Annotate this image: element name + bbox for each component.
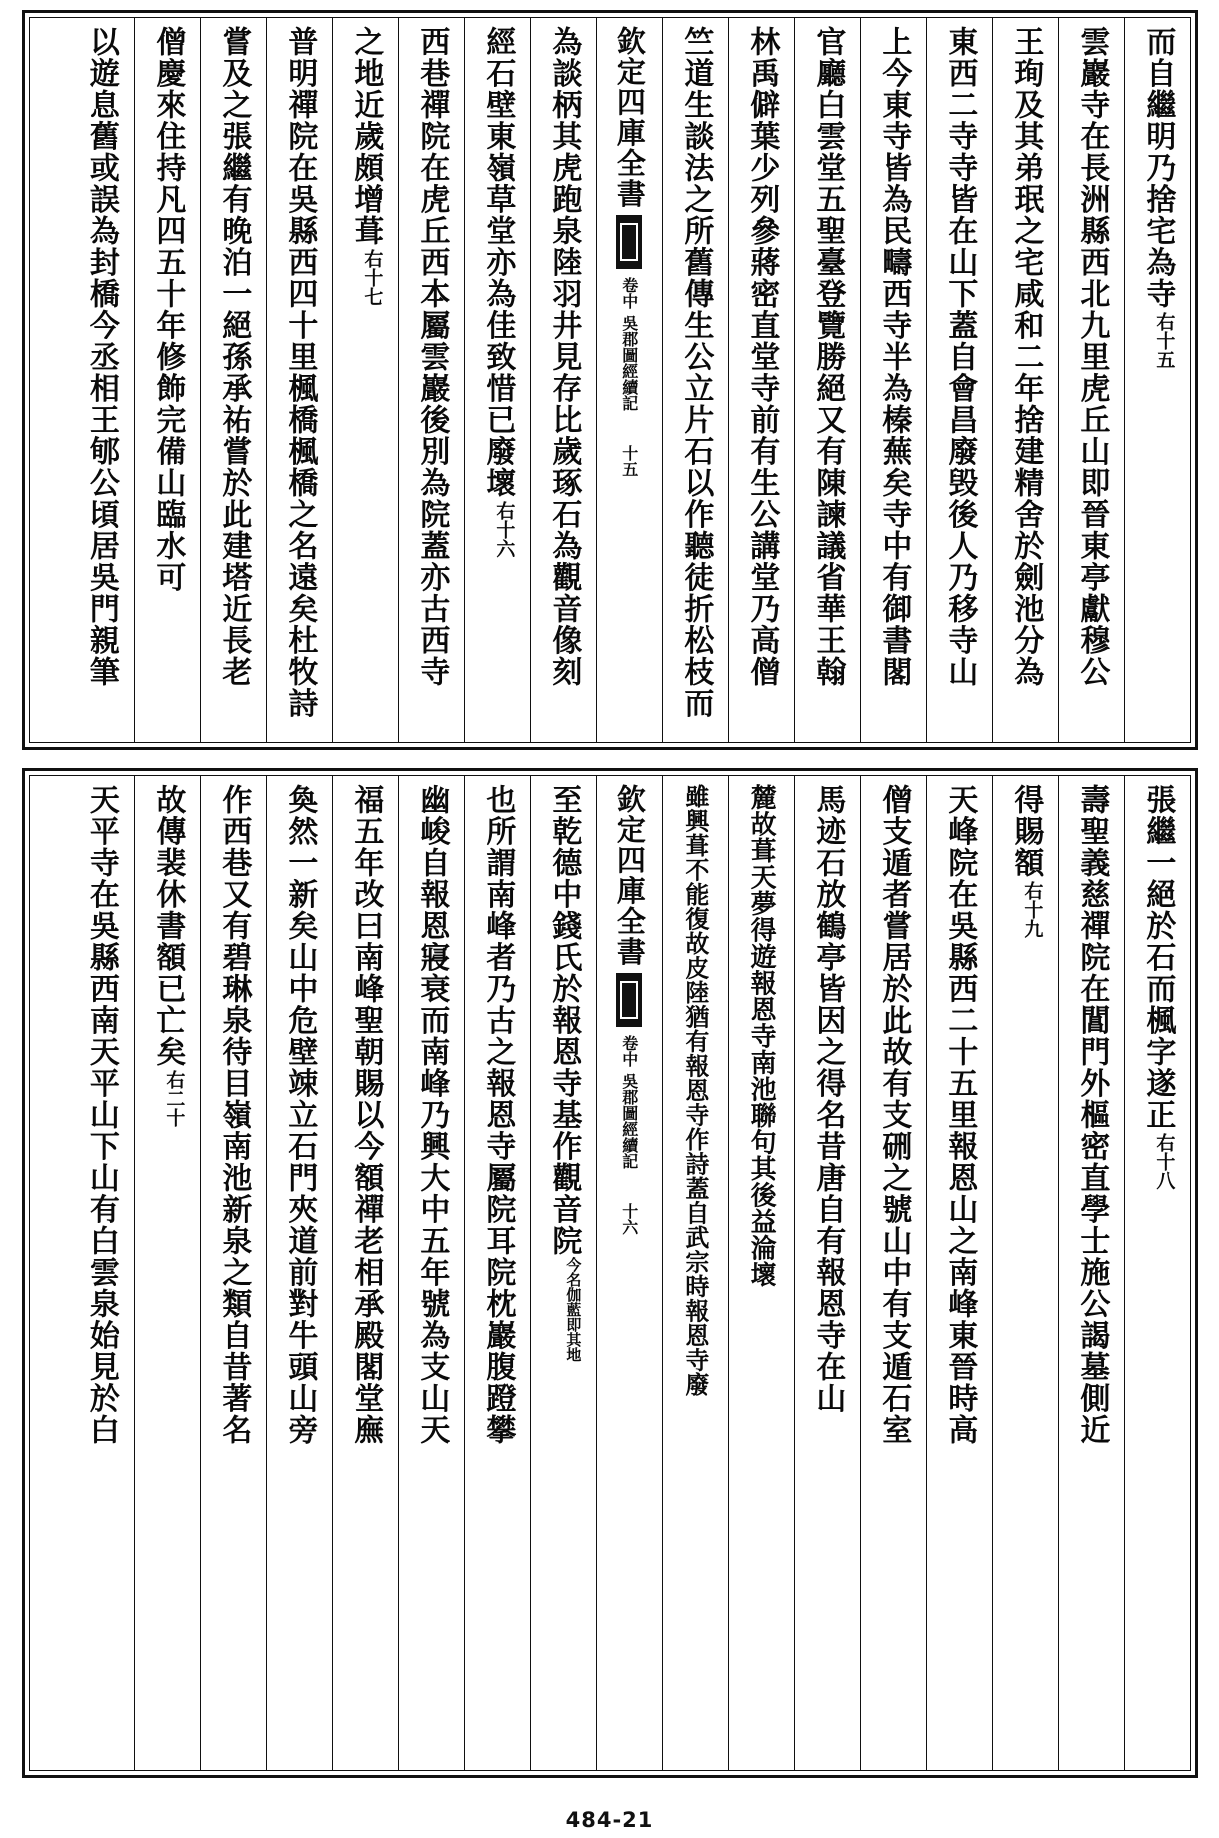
bottom-col-4-text: 天峰院在吳縣西二十五里報恩山之南峰東晉時高 bbox=[942, 784, 978, 1446]
top-series-title: 欽定四庫全書 bbox=[612, 26, 647, 209]
top-col-series-title bbox=[596, 18, 662, 742]
seal-mark-icon bbox=[616, 973, 642, 1027]
bottom-col-9 bbox=[530, 776, 596, 1770]
bottom-col-2-text: 壽聖義慈禪院在閶門外樞密直學士施公謁墓側近 bbox=[1074, 784, 1110, 1446]
page-number: 484-21 bbox=[565, 1808, 654, 1832]
top-col-13-text: 普明禪院在吳縣西四十里楓橋楓橋之名遠矣杜牧詩 bbox=[282, 26, 318, 719]
top-col-5 bbox=[860, 18, 926, 742]
bottom-leaf-number: 十六 bbox=[619, 1203, 639, 1235]
bottom-series-title: 欽定四庫全書 bbox=[612, 784, 647, 967]
bottom-work-title: 吳郡圖經續記 bbox=[619, 1073, 639, 1169]
bottom-col-10 bbox=[464, 776, 530, 1770]
text-block-top bbox=[22, 10, 1198, 750]
top-col-10-text: 經石壁東嶺草堂亦為佳致惜已廢壞 bbox=[480, 26, 516, 499]
bottom-col-4 bbox=[926, 776, 992, 1770]
bottom-col-16 bbox=[68, 776, 134, 1770]
top-col-8 bbox=[662, 18, 728, 742]
top-col-11-text: 西巷禪院在虎丘西本屬雲巖後別為院蓋亦古西寺 bbox=[414, 26, 450, 688]
top-col-13 bbox=[266, 18, 332, 742]
top-col-3-text: 王珣及其弟珉之宅咸和二年捨建精舍於劍池分為 bbox=[1008, 26, 1044, 688]
bottom-volume-label: 卷中 bbox=[619, 1035, 639, 1067]
top-col-9 bbox=[530, 18, 596, 742]
text-block-bottom bbox=[22, 768, 1198, 1778]
bottom-col-14-text: 作西巷又有碧琳泉待目嶺南池新泉之類自昔著名 bbox=[216, 784, 252, 1446]
top-col-12-text: 之地近歲頗增葺 bbox=[348, 26, 384, 247]
top-col-1 bbox=[1124, 18, 1190, 742]
bottom-col-15 bbox=[134, 776, 200, 1770]
top-col-10-annot: 右十六 bbox=[493, 500, 516, 558]
bottom-col-3-text: 得賜額 bbox=[1008, 784, 1044, 879]
bottom-col-5-text: 僧支遁者嘗居於此故有支硎之號山中有支遁石室 bbox=[876, 784, 912, 1446]
top-col-15-text: 僧慶來住持凡四五十年修飾完備山臨水可 bbox=[150, 26, 186, 593]
top-col-6-text: 官廳白雲堂五聖臺登覽勝絕又有陳諫議省華王翰 bbox=[810, 26, 846, 688]
bottom-col-7 bbox=[728, 776, 794, 1770]
top-col-3 bbox=[992, 18, 1058, 742]
top-col-12 bbox=[332, 18, 398, 742]
top-col-11 bbox=[398, 18, 464, 742]
top-col-7-text: 林禹僻葉少列參蔣密直堂寺前有生公講堂乃高僧 bbox=[744, 26, 780, 688]
bottom-col-3-annot: 右十九 bbox=[1021, 880, 1044, 938]
bottom-col-11 bbox=[398, 776, 464, 1770]
top-col-14 bbox=[200, 18, 266, 742]
top-col-16 bbox=[68, 18, 134, 742]
bottom-col-13 bbox=[266, 776, 332, 1770]
bottom-col-1-annot: 右十八 bbox=[1153, 1132, 1176, 1190]
seal-mark-icon bbox=[616, 215, 642, 269]
bottom-col-2 bbox=[1058, 776, 1124, 1770]
bottom-col-12-text: 福五年改曰南峰聖朝賜以今額禪老相承殿閣堂廡 bbox=[348, 784, 384, 1446]
top-col-16-text: 以遊息舊或誤為封橋今丞相王郇公頃居吳門親筆 bbox=[83, 26, 119, 688]
bottom-col-8-text: 雖興葺不能復故皮陸猶有報恩寺作詩蓋自武宗時報恩寺廢 bbox=[680, 784, 710, 1397]
bottom-col-6 bbox=[794, 776, 860, 1770]
text-block-top-inner bbox=[29, 17, 1191, 743]
top-col-15 bbox=[134, 18, 200, 742]
top-col-1-text: 而自繼明乃捨宅為寺 bbox=[1140, 26, 1176, 310]
top-col-5-text: 上今東寺皆為民疇西寺半為榛蕪矣寺中有御書閣 bbox=[876, 26, 912, 688]
bottom-col-6-text: 馬迹石放鶴亭皆因之得名昔唐自有報恩寺在山 bbox=[810, 784, 846, 1414]
top-col-4 bbox=[926, 18, 992, 742]
bottom-col-10-text: 也所謂南峰者乃古之報恩寺屬院耳院枕巖腹蹬攀 bbox=[480, 784, 516, 1446]
bottom-col-11-text: 幽峻自報恩寢衰而南峰乃興大中五年號為支山天 bbox=[414, 784, 450, 1446]
bottom-col-12 bbox=[332, 776, 398, 1770]
text-block-bottom-inner bbox=[29, 775, 1191, 1771]
top-col-10 bbox=[464, 18, 530, 742]
top-col-2-text: 雲巖寺在長洲縣西北九里虎丘山即晉東亭獻穆公 bbox=[1074, 26, 1110, 688]
bottom-col-9-double-annot: 今名伽藍即其地 bbox=[564, 1256, 583, 1362]
bottom-col-16-text: 天平寺在吳縣西南天平山下山有白雲泉始見於白 bbox=[83, 784, 119, 1446]
top-col-7 bbox=[728, 18, 794, 742]
bottom-col-15-annot: 右二十 bbox=[163, 1069, 186, 1127]
top-col-8-text: 竺道生談法之所舊傳生公立片石以作聽徒折松枝而 bbox=[678, 26, 714, 719]
top-col-1-annot: 右十五 bbox=[1153, 311, 1176, 369]
bottom-col-series-title bbox=[596, 776, 662, 1770]
bottom-col-1 bbox=[1124, 776, 1190, 1770]
top-col-4-text: 東西二寺寺皆在山下蓋自會昌廢毁後人乃移寺山 bbox=[942, 26, 978, 688]
top-volume-label: 卷中 bbox=[619, 277, 639, 309]
top-col-14-text: 嘗及之張繼有晚泊一絕孫承祐嘗於此建塔近長老 bbox=[216, 26, 252, 688]
bottom-col-5 bbox=[860, 776, 926, 1770]
bottom-col-3 bbox=[992, 776, 1058, 1770]
top-work-title: 吳郡圖經續記 bbox=[619, 315, 639, 411]
bottom-col-1-text: 張繼一絕於石而楓字遂正 bbox=[1140, 784, 1176, 1131]
top-leaf-number: 十五 bbox=[619, 445, 639, 477]
bottom-col-14 bbox=[200, 776, 266, 1770]
bottom-col-13-text: 奐然一新矣山中危壁竦立石門夾道前對牛頭山旁 bbox=[282, 784, 318, 1446]
bottom-col-15-text: 故傳裴休書額已亡矣 bbox=[150, 784, 186, 1068]
bottom-col-9-text: 至乾德中錢氏於報恩寺基作觀音院 bbox=[546, 784, 582, 1257]
bottom-col-7-text: 麓故葺天夢得遊報恩寺南池聯句其後益淪壞 bbox=[746, 784, 777, 1288]
top-col-9-text: 為談柄其虎跑泉陸羽井見存比歲琢石為觀音像刻 bbox=[546, 26, 582, 688]
top-col-6 bbox=[794, 18, 860, 742]
bottom-col-8 bbox=[662, 776, 728, 1770]
top-col-12-annot: 右十七 bbox=[361, 248, 384, 306]
top-col-2 bbox=[1058, 18, 1124, 742]
